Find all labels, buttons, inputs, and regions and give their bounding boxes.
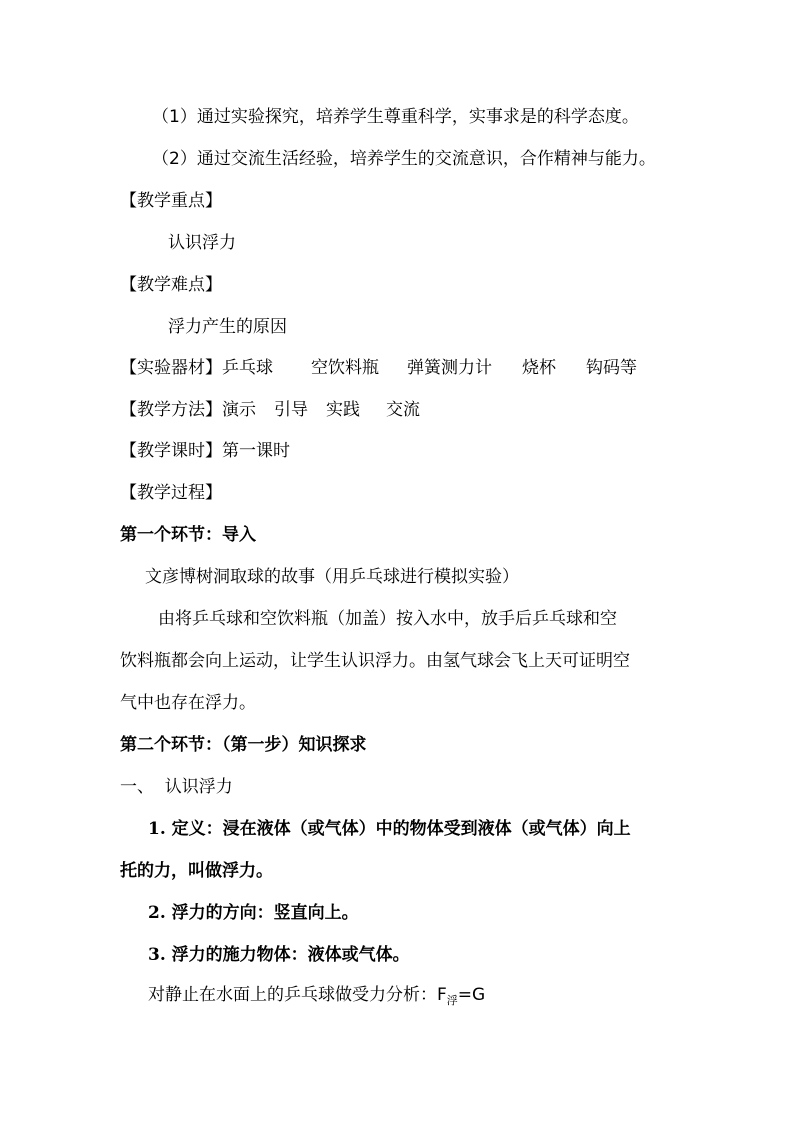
difficulty-heading: 【教学难点】 [120,275,222,295]
method-item: 交流 [386,400,420,420]
material-item: 弹簧测力计 [407,358,492,378]
buoyancy-direction: 2. 浮力的方向：竖直向上。 [148,903,359,923]
section-1-paragraph-line-2: 饮料瓶都会向上运动，让学生认识浮力。由氢气球会飞上天可证明空 [120,651,630,671]
material-item: 乒乓球 [222,358,273,378]
materials-heading: 【实验器材】 [120,358,222,378]
method-item: 演示 [222,400,256,420]
methods-heading: 【教学方法】 [120,400,222,420]
key-point-heading: 【教学重点】 [120,191,222,211]
section-1-paragraph-line-3: 气中也存在浮力。 [120,693,256,713]
section-1-story: 文彦博树洞取球的故事（用乒乓球进行模拟实验） [145,567,519,587]
period-content: 第一课时 [222,441,290,461]
section-1-paragraph-line-1: 由将乒乓球和空饮料瓶（加盖）按入水中，放手后乒乓球和空 [158,609,617,629]
key-point-content: 认识浮力 [168,233,236,253]
materials-row [120,357,637,379]
section-2-title: 第二个环节：（第一步）知识探求 [120,735,367,755]
period-row [120,440,290,462]
force-analysis [148,984,485,1008]
section-1-title: 第一个环节：导入 [120,525,256,545]
definition-line-1: 1. 定义：浸在液体（或气体）中的物体受到液体（或气体）向上 [148,819,631,839]
force-analysis-subscript: 浮 [446,994,458,1007]
buoyancy-source: 3. 浮力的施力物体：液体或气体。 [148,945,410,965]
material-item: 烧杯 [522,358,556,378]
process-heading: 【教学过程】 [120,483,222,503]
objective-item-2: （2）通过交流生活经验，培养学生的交流意识，合作精神与能力。 [152,149,656,169]
material-item: 钩码等 [586,358,637,378]
method-item: 实践 [326,400,360,420]
objective-item-1: （1）通过实验探究，培养学生尊重科学，实事求是的科学态度。 [152,107,639,127]
period-heading: 【教学课时】 [120,441,222,461]
definition-line-2: 托的力，叫做浮力。 [120,861,273,881]
method-item: 引导 [274,400,308,420]
difficulty-content: 浮力产生的原因 [168,317,287,337]
material-item: 空饮料瓶 [311,358,379,378]
force-analysis-prefix: 对静止在水面上的乒乓球做受力分析：F [148,985,447,1005]
force-analysis-suffix: =G [457,985,486,1005]
section-2-subtitle: 一、 认识浮力 [120,777,233,797]
methods-row [120,399,420,421]
